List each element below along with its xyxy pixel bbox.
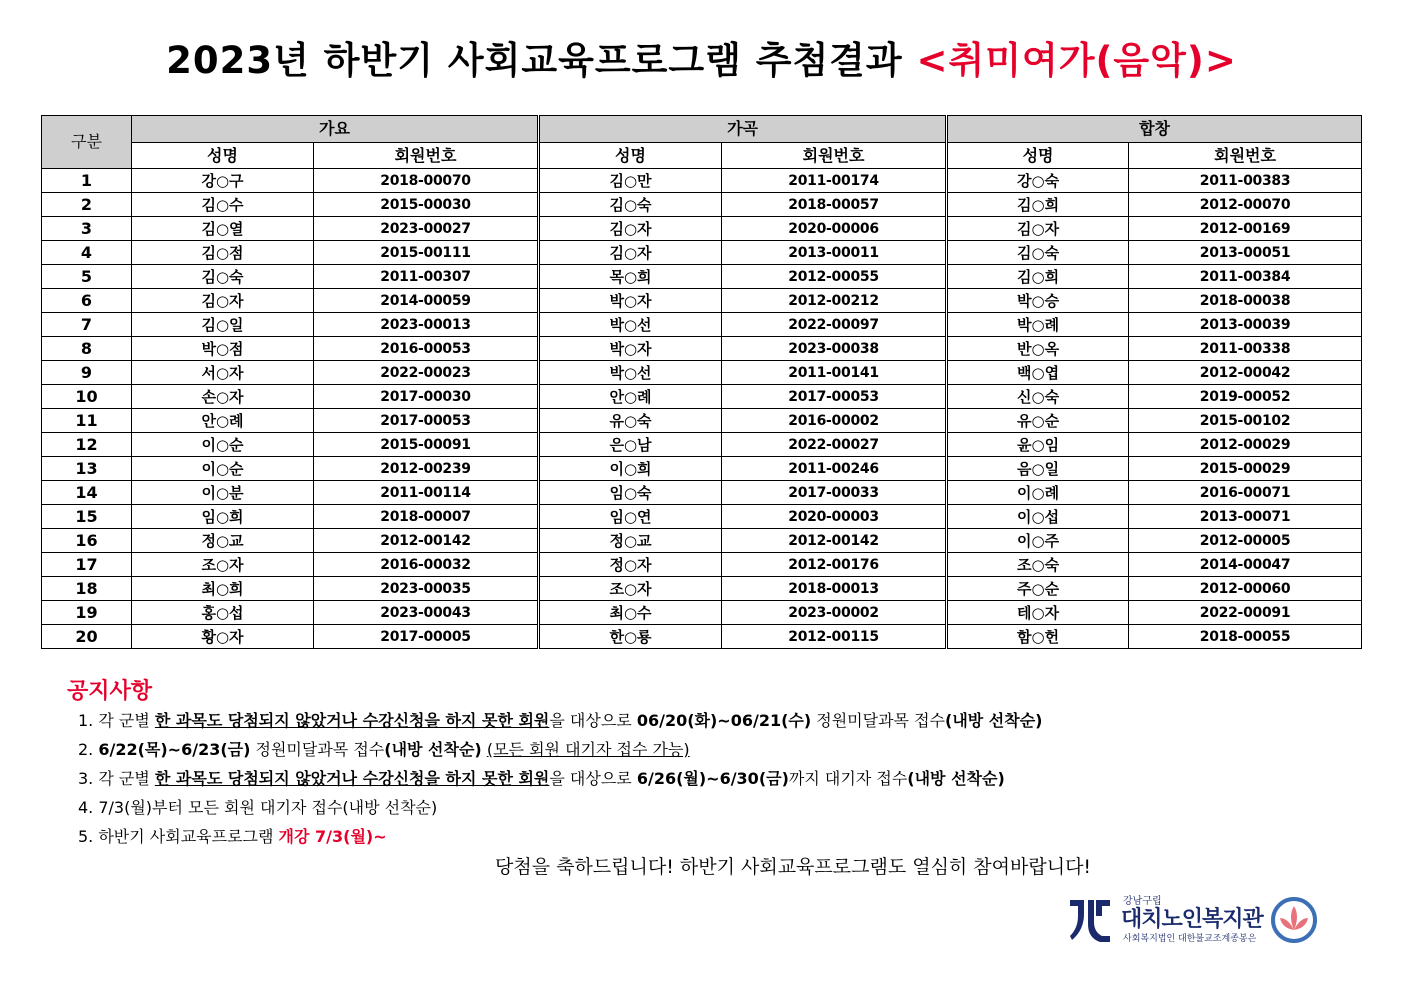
table-row [42, 337, 1362, 361]
gagok-name-cell: 정○자 [539, 553, 722, 577]
chorus-name-cell: 반○옥 [947, 337, 1129, 361]
row-number: 2 [42, 193, 132, 217]
row-number: 14 [42, 481, 132, 505]
gagok-member-id-cell: 2013-00011 [722, 241, 947, 265]
gagok-name-cell: 이○희 [539, 457, 722, 481]
table-row [42, 193, 1362, 217]
chorus-member-id-cell: 2018-00038 [1129, 289, 1362, 313]
corner-label: 구분 [42, 116, 132, 169]
col-name-header: 성명 [947, 143, 1129, 169]
notice-text: 4. 7/3(월)부터 모든 회원 대기자 접수(내방 선착순) [78, 798, 438, 817]
row-number: 13 [42, 457, 132, 481]
gagok-name-cell: 박○자 [539, 337, 722, 361]
gagok-name-cell: 박○선 [539, 313, 722, 337]
chorus-member-id-cell: 2012-00042 [1129, 361, 1362, 385]
notice-item-4 [78, 797, 1278, 826]
table-row [42, 433, 1362, 457]
gagok-name-cell: 김○자 [539, 217, 722, 241]
chorus-member-id-cell: 2022-00091 [1129, 601, 1362, 625]
gayo-name-cell: 임○희 [132, 505, 314, 529]
chorus-name-cell: 유○순 [947, 409, 1129, 433]
gayo-name-cell: 손○자 [132, 385, 314, 409]
notice-text: 을 대상으로 [549, 711, 637, 730]
gayo-name-cell: 안○례 [132, 409, 314, 433]
gagok-name-cell: 최○수 [539, 601, 722, 625]
notice-text: 3. 각 군별 [78, 769, 155, 788]
gayo-name-cell: 홍○섭 [132, 601, 314, 625]
row-number: 9 [42, 361, 132, 385]
chorus-member-id-cell: 2012-00060 [1129, 577, 1362, 601]
gagok-member-id-cell: 2020-00006 [722, 217, 947, 241]
column-header-row [42, 143, 1362, 169]
gayo-member-id-cell: 2015-00030 [314, 193, 539, 217]
chorus-name-cell: 이○주 [947, 529, 1129, 553]
gayo-member-id-cell: 2017-00005 [314, 625, 539, 649]
welfare-center-logo [1068, 892, 1328, 948]
notice-text: 까지 대기자 접수 [788, 769, 908, 788]
gagok-member-id-cell: 2012-00142 [722, 529, 947, 553]
gayo-member-id-cell: 2015-00091 [314, 433, 539, 457]
notice-date: 06/20(화)~06/21(수) [636, 711, 812, 730]
gagok-name-cell: 박○자 [539, 289, 722, 313]
chorus-member-id-cell: 2011-00384 [1129, 265, 1362, 289]
table-row [42, 217, 1362, 241]
gayo-member-id-cell: 2015-00111 [314, 241, 539, 265]
gayo-name-cell: 최○희 [132, 577, 314, 601]
gagok-member-id-cell: 2017-00053 [722, 385, 947, 409]
notice-text: 을 대상으로 [549, 769, 637, 788]
table-row [42, 289, 1362, 313]
notice-emphasis: 한 과목도 당첨되지 않았거나 수강신청을 하지 못한 회원 [154, 769, 550, 788]
notice-item-1 [78, 710, 1278, 739]
gagok-member-id-cell: 2016-00002 [722, 409, 947, 433]
gagok-name-cell: 정○교 [539, 529, 722, 553]
row-number: 8 [42, 337, 132, 361]
chorus-member-id-cell: 2012-00070 [1129, 193, 1362, 217]
gayo-member-id-cell: 2018-00007 [314, 505, 539, 529]
group-header-gayo: 가요 [132, 116, 539, 143]
chorus-name-cell: 이○섭 [947, 505, 1129, 529]
gagok-member-id-cell: 2012-00176 [722, 553, 947, 577]
table-row [42, 169, 1362, 193]
chorus-member-id-cell: 2012-00029 [1129, 433, 1362, 457]
gayo-name-cell: 김○숙 [132, 265, 314, 289]
notice-item-5 [78, 826, 1278, 855]
table-row [42, 601, 1362, 625]
row-number: 15 [42, 505, 132, 529]
gagok-name-cell: 임○연 [539, 505, 722, 529]
chorus-name-cell: 박○례 [947, 313, 1129, 337]
gayo-name-cell: 황○자 [132, 625, 314, 649]
row-number: 16 [42, 529, 132, 553]
notice-text: 정원미달과목 접수 [811, 711, 945, 730]
gayo-member-id-cell: 2018-00070 [314, 169, 539, 193]
chorus-member-id-cell: 2013-00039 [1129, 313, 1362, 337]
table-row [42, 505, 1362, 529]
col-name-header: 성명 [132, 143, 314, 169]
table-row [42, 553, 1362, 577]
row-number: 7 [42, 313, 132, 337]
logo-title: 대치노인복지관 [1121, 907, 1263, 932]
notice-title: 공지사항 [67, 679, 153, 704]
title-main: 2023년 하반기 사회교육프로그램 추첨결과 [166, 39, 917, 82]
col-member-header: 회원번호 [722, 143, 947, 169]
gayo-name-cell: 이○순 [132, 457, 314, 481]
gayo-name-cell: 조○자 [132, 553, 314, 577]
table-row [42, 577, 1362, 601]
gayo-member-id-cell: 2016-00032 [314, 553, 539, 577]
gayo-member-id-cell: 2011-00307 [314, 265, 539, 289]
notice-text: 2. [78, 740, 99, 759]
notice-item-2 [78, 739, 1278, 768]
gayo-member-id-cell: 2022-00023 [314, 361, 539, 385]
chorus-name-cell: 음○일 [947, 457, 1129, 481]
gayo-member-id-cell: 2017-00053 [314, 409, 539, 433]
gayo-member-id-cell: 2017-00030 [314, 385, 539, 409]
logo-subtitle: 사회복지법인 대한불교조계종봉은 [1123, 934, 1257, 944]
notice-emphasis: (내방 선착순) [907, 769, 1005, 788]
gayo-name-cell: 박○점 [132, 337, 314, 361]
chorus-name-cell: 신○숙 [947, 385, 1129, 409]
table-row [42, 481, 1362, 505]
table-row [42, 361, 1362, 385]
notice-text: 1. 각 군별 [78, 711, 155, 730]
chorus-member-id-cell: 2012-00005 [1129, 529, 1362, 553]
row-number: 4 [42, 241, 132, 265]
chorus-name-cell: 윤○임 [947, 433, 1129, 457]
gayo-member-id-cell: 2023-00035 [314, 577, 539, 601]
chorus-name-cell: 조○숙 [947, 553, 1129, 577]
gagok-member-id-cell: 2022-00097 [722, 313, 947, 337]
notice-emphasis: (내방 선착순) [945, 711, 1043, 730]
row-number: 18 [42, 577, 132, 601]
center-logo-mark-icon [1068, 896, 1112, 944]
col-name-header: 성명 [539, 143, 722, 169]
row-number: 11 [42, 409, 132, 433]
notice-list [78, 710, 1278, 855]
gayo-member-id-cell: 2011-00114 [314, 481, 539, 505]
gayo-member-id-cell: 2012-00142 [314, 529, 539, 553]
gayo-name-cell: 김○열 [132, 217, 314, 241]
gayo-name-cell: 김○일 [132, 313, 314, 337]
gagok-member-id-cell: 2011-00174 [722, 169, 947, 193]
gayo-name-cell: 강○구 [132, 169, 314, 193]
gagok-name-cell: 유○숙 [539, 409, 722, 433]
chorus-name-cell: 백○엽 [947, 361, 1129, 385]
row-number: 1 [42, 169, 132, 193]
chorus-member-id-cell: 2011-00383 [1129, 169, 1362, 193]
chorus-name-cell: 박○승 [947, 289, 1129, 313]
notice-opening-date: 개강 7/3(월)~ [278, 827, 387, 846]
chorus-member-id-cell: 2011-00338 [1129, 337, 1362, 361]
gagok-member-id-cell: 2018-00013 [722, 577, 947, 601]
gagok-member-id-cell: 2020-00003 [722, 505, 947, 529]
row-number: 17 [42, 553, 132, 577]
gayo-name-cell: 서○자 [132, 361, 314, 385]
gayo-name-cell: 김○수 [132, 193, 314, 217]
gagok-name-cell: 김○만 [539, 169, 722, 193]
table-row [42, 529, 1362, 553]
row-number: 3 [42, 217, 132, 241]
row-number: 6 [42, 289, 132, 313]
chorus-name-cell: 강○숙 [947, 169, 1129, 193]
gagok-name-cell: 목○희 [539, 265, 722, 289]
gagok-name-cell: 조○자 [539, 577, 722, 601]
gagok-name-cell: 안○례 [539, 385, 722, 409]
table-row [42, 409, 1362, 433]
gagok-member-id-cell: 2022-00027 [722, 433, 947, 457]
gagok-member-id-cell: 2017-00033 [722, 481, 947, 505]
group-header-row [42, 116, 1362, 143]
table-row [42, 385, 1362, 409]
col-member-header: 회원번호 [314, 143, 539, 169]
group-header-chorus: 합창 [947, 116, 1362, 143]
gayo-member-id-cell: 2016-00053 [314, 337, 539, 361]
chorus-name-cell: 김○희 [947, 265, 1129, 289]
chorus-name-cell: 주○순 [947, 577, 1129, 601]
notice-text: 정원미달과목 접수 [250, 740, 385, 759]
chorus-name-cell: 김○희 [947, 193, 1129, 217]
row-number: 19 [42, 601, 132, 625]
gagok-name-cell: 한○룡 [539, 625, 722, 649]
results-table [41, 115, 1362, 649]
gayo-name-cell: 김○점 [132, 241, 314, 265]
notice-emphasis: 한 과목도 당첨되지 않았거나 수강신청을 하지 못한 회원 [154, 711, 550, 730]
notice-emphasis: (내방 선착순) [384, 740, 482, 759]
chorus-name-cell: 이○례 [947, 481, 1129, 505]
gayo-member-id-cell: 2023-00027 [314, 217, 539, 241]
table-row [42, 457, 1362, 481]
gayo-member-id-cell: 2014-00059 [314, 289, 539, 313]
chorus-member-id-cell: 2018-00055 [1129, 625, 1362, 649]
chorus-name-cell: 김○자 [947, 217, 1129, 241]
row-number: 12 [42, 433, 132, 457]
gagok-name-cell: 은○남 [539, 433, 722, 457]
gayo-name-cell: 이○분 [132, 481, 314, 505]
group-header-gagok: 가곡 [539, 116, 947, 143]
chorus-name-cell: 김○숙 [947, 241, 1129, 265]
table-row [42, 241, 1362, 265]
chorus-member-id-cell: 2015-00029 [1129, 457, 1362, 481]
notice-date: 6/22(목)~6/23(금) [98, 740, 251, 759]
chorus-member-id-cell: 2019-00052 [1129, 385, 1362, 409]
chorus-member-id-cell: 2013-00051 [1129, 241, 1362, 265]
table-row [42, 265, 1362, 289]
row-number: 20 [42, 625, 132, 649]
chorus-member-id-cell: 2015-00102 [1129, 409, 1362, 433]
notice-emphasis: (모든 회원 대기자 접수 가능) [486, 740, 690, 759]
notice-text: 5. 하반기 사회교육프로그램 [78, 827, 279, 846]
gagok-member-id-cell: 2011-00246 [722, 457, 947, 481]
gagok-name-cell: 김○자 [539, 241, 722, 265]
chorus-member-id-cell: 2013-00071 [1129, 505, 1362, 529]
title-category: <취미여가(음악)> [916, 39, 1237, 82]
gayo-name-cell: 이○순 [132, 433, 314, 457]
gayo-member-id-cell: 2012-00239 [314, 457, 539, 481]
gayo-member-id-cell: 2023-00013 [314, 313, 539, 337]
chorus-name-cell: 함○헌 [947, 625, 1129, 649]
chorus-name-cell: 테○자 [947, 601, 1129, 625]
page-title [0, 30, 1403, 84]
chorus-member-id-cell: 2014-00047 [1129, 553, 1362, 577]
gagok-name-cell: 박○선 [539, 361, 722, 385]
gagok-member-id-cell: 2012-00115 [722, 625, 947, 649]
gayo-name-cell: 정○교 [132, 529, 314, 553]
lotus-emblem-icon [1266, 896, 1322, 944]
gagok-member-id-cell: 2012-00055 [722, 265, 947, 289]
gagok-member-id-cell: 2012-00212 [722, 289, 947, 313]
notice-date: 6/26(월)~6/30(금) [636, 769, 789, 788]
gagok-name-cell: 김○숙 [539, 193, 722, 217]
gayo-name-cell: 김○자 [132, 289, 314, 313]
row-number: 10 [42, 385, 132, 409]
chorus-member-id-cell: 2016-00071 [1129, 481, 1362, 505]
gagok-member-id-cell: 2023-00038 [722, 337, 947, 361]
gagok-member-id-cell: 2018-00057 [722, 193, 947, 217]
gagok-member-id-cell: 2011-00141 [722, 361, 947, 385]
notice-item-3 [78, 768, 1278, 797]
table-row [42, 313, 1362, 337]
closing-message: 당첨을 축하드립니다! 하반기 사회교육프로그램도 열심히 참여바랍니다! [495, 856, 1092, 878]
col-member-header: 회원번호 [1129, 143, 1362, 169]
gagok-name-cell: 임○숙 [539, 481, 722, 505]
logo-small-text: 강남구립 [1123, 896, 1162, 907]
table-row [42, 625, 1362, 649]
chorus-member-id-cell: 2012-00169 [1129, 217, 1362, 241]
gagok-member-id-cell: 2023-00002 [722, 601, 947, 625]
row-number: 5 [42, 265, 132, 289]
gayo-member-id-cell: 2023-00043 [314, 601, 539, 625]
